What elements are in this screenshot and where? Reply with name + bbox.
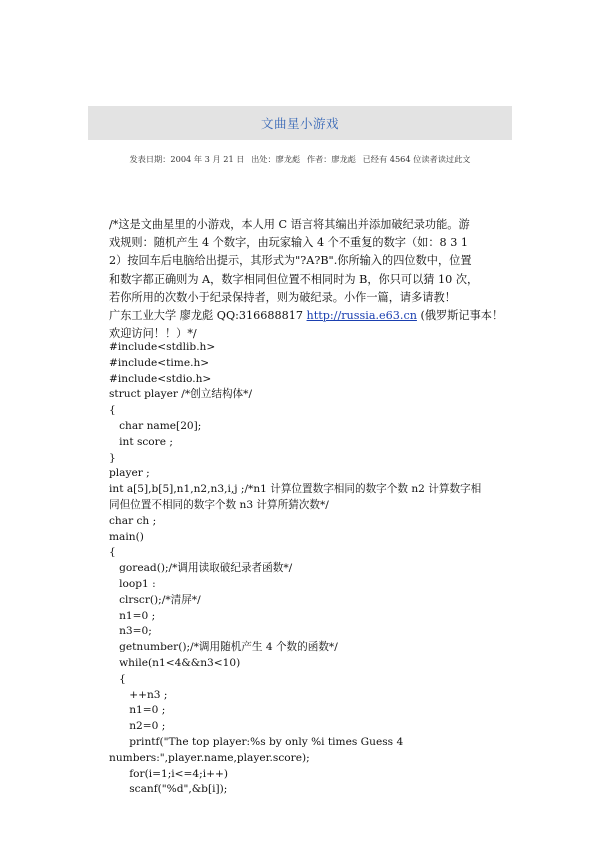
author: 作者：廖龙彪 [306,154,356,164]
contact-prefix: 广东工业大学 廖龙彪 QQ:316688817 [109,309,303,323]
title-bar [88,106,512,140]
code-line: n1=0 ; [109,704,166,717]
source: 出处：廖龙彪 [251,154,301,164]
article-meta [0,154,600,165]
code-line: goread();/*调用读取破纪录者函数*/ [109,562,293,575]
publish-date: 发表日期：2004 年 3 月 21 日 [129,154,245,164]
code-line: int a[5],b[5],n1,n2,n3,i,j ;/*n1 计算位置数字相同的数字个数 n2 计算数字相 [109,483,482,496]
code-line: #include<stdio.h> [109,372,212,385]
intro-line: 2）按回车后电脑给出提示，其形式为"?A?B".你所输入的四位数中，位置 [109,254,472,268]
code-line: for(i=1;i<=4;i++) [109,767,228,780]
read-count: 已经有 4564 位读者读过此文 [362,154,471,164]
intro-line: /*这是文曲星里的小游戏，本人用 C 语言将其编出并添加破纪录功能。游 [109,218,470,231]
closing-line: 欢迎访问！！）*/ [109,327,197,341]
code-line: n1=0 ; [109,609,156,622]
code-line: n3=0; [109,625,152,638]
code-line: } [109,451,116,464]
code-line: char ch ; [109,514,157,527]
code-line: clrscr();/*清屏*/ [109,593,201,606]
code-line: ++n3 ; [109,688,168,701]
intro-line: 和数字都正确则为 A，数字相同但位置不相同时为 B，你只可以猜 10 次， [109,272,479,286]
intro-line: 若你所用的次数小于纪录保持者，则为破纪录。小作一篇，请多请教！ [109,290,456,304]
code-line: player ; [109,467,150,480]
code-line: loop1 : [109,577,156,590]
website-link[interactable]: http://russia.e63.cn [306,309,417,323]
code-block [109,340,499,798]
code-line: int score ; [109,435,173,448]
code-line: struct player /*创立结构体*/ [109,388,253,401]
code-line: getnumber();/*调用随机产生 4 个数的函数*/ [109,641,338,654]
contact-suffix: (俄罗斯记事本！ [420,309,504,323]
contact-line [109,307,504,325]
code-line: 同但位置不相同的数字个数 n3 计算所猜次数*/ [109,498,329,511]
code-line: scanf("%d",&b[i]); [109,783,228,796]
code-line: numbers:",player.name,player.score); [109,751,310,764]
code-line: while(n1<4&&n3<10) [109,656,241,669]
code-line: { [109,672,126,685]
code-line: #include<time.h> [109,356,210,369]
code-line: #include<stdlib.h> [109,341,216,353]
page-title: 文曲星小游戏 [260,116,339,131]
intro-paragraph [109,216,504,343]
code-line: printf("The top player:%s by only %i times Guess 4 [109,735,404,748]
code-line: { [109,404,116,417]
code-line: { [109,546,116,559]
code-line: main() [109,530,144,543]
intro-line: 戏规则：随机产生 4 个数字，由玩家输入 4 个不重复的数字（如：8 3 1 [109,236,468,250]
code-line: char name[20]; [109,419,202,432]
code-line: n2=0 ; [109,720,166,733]
